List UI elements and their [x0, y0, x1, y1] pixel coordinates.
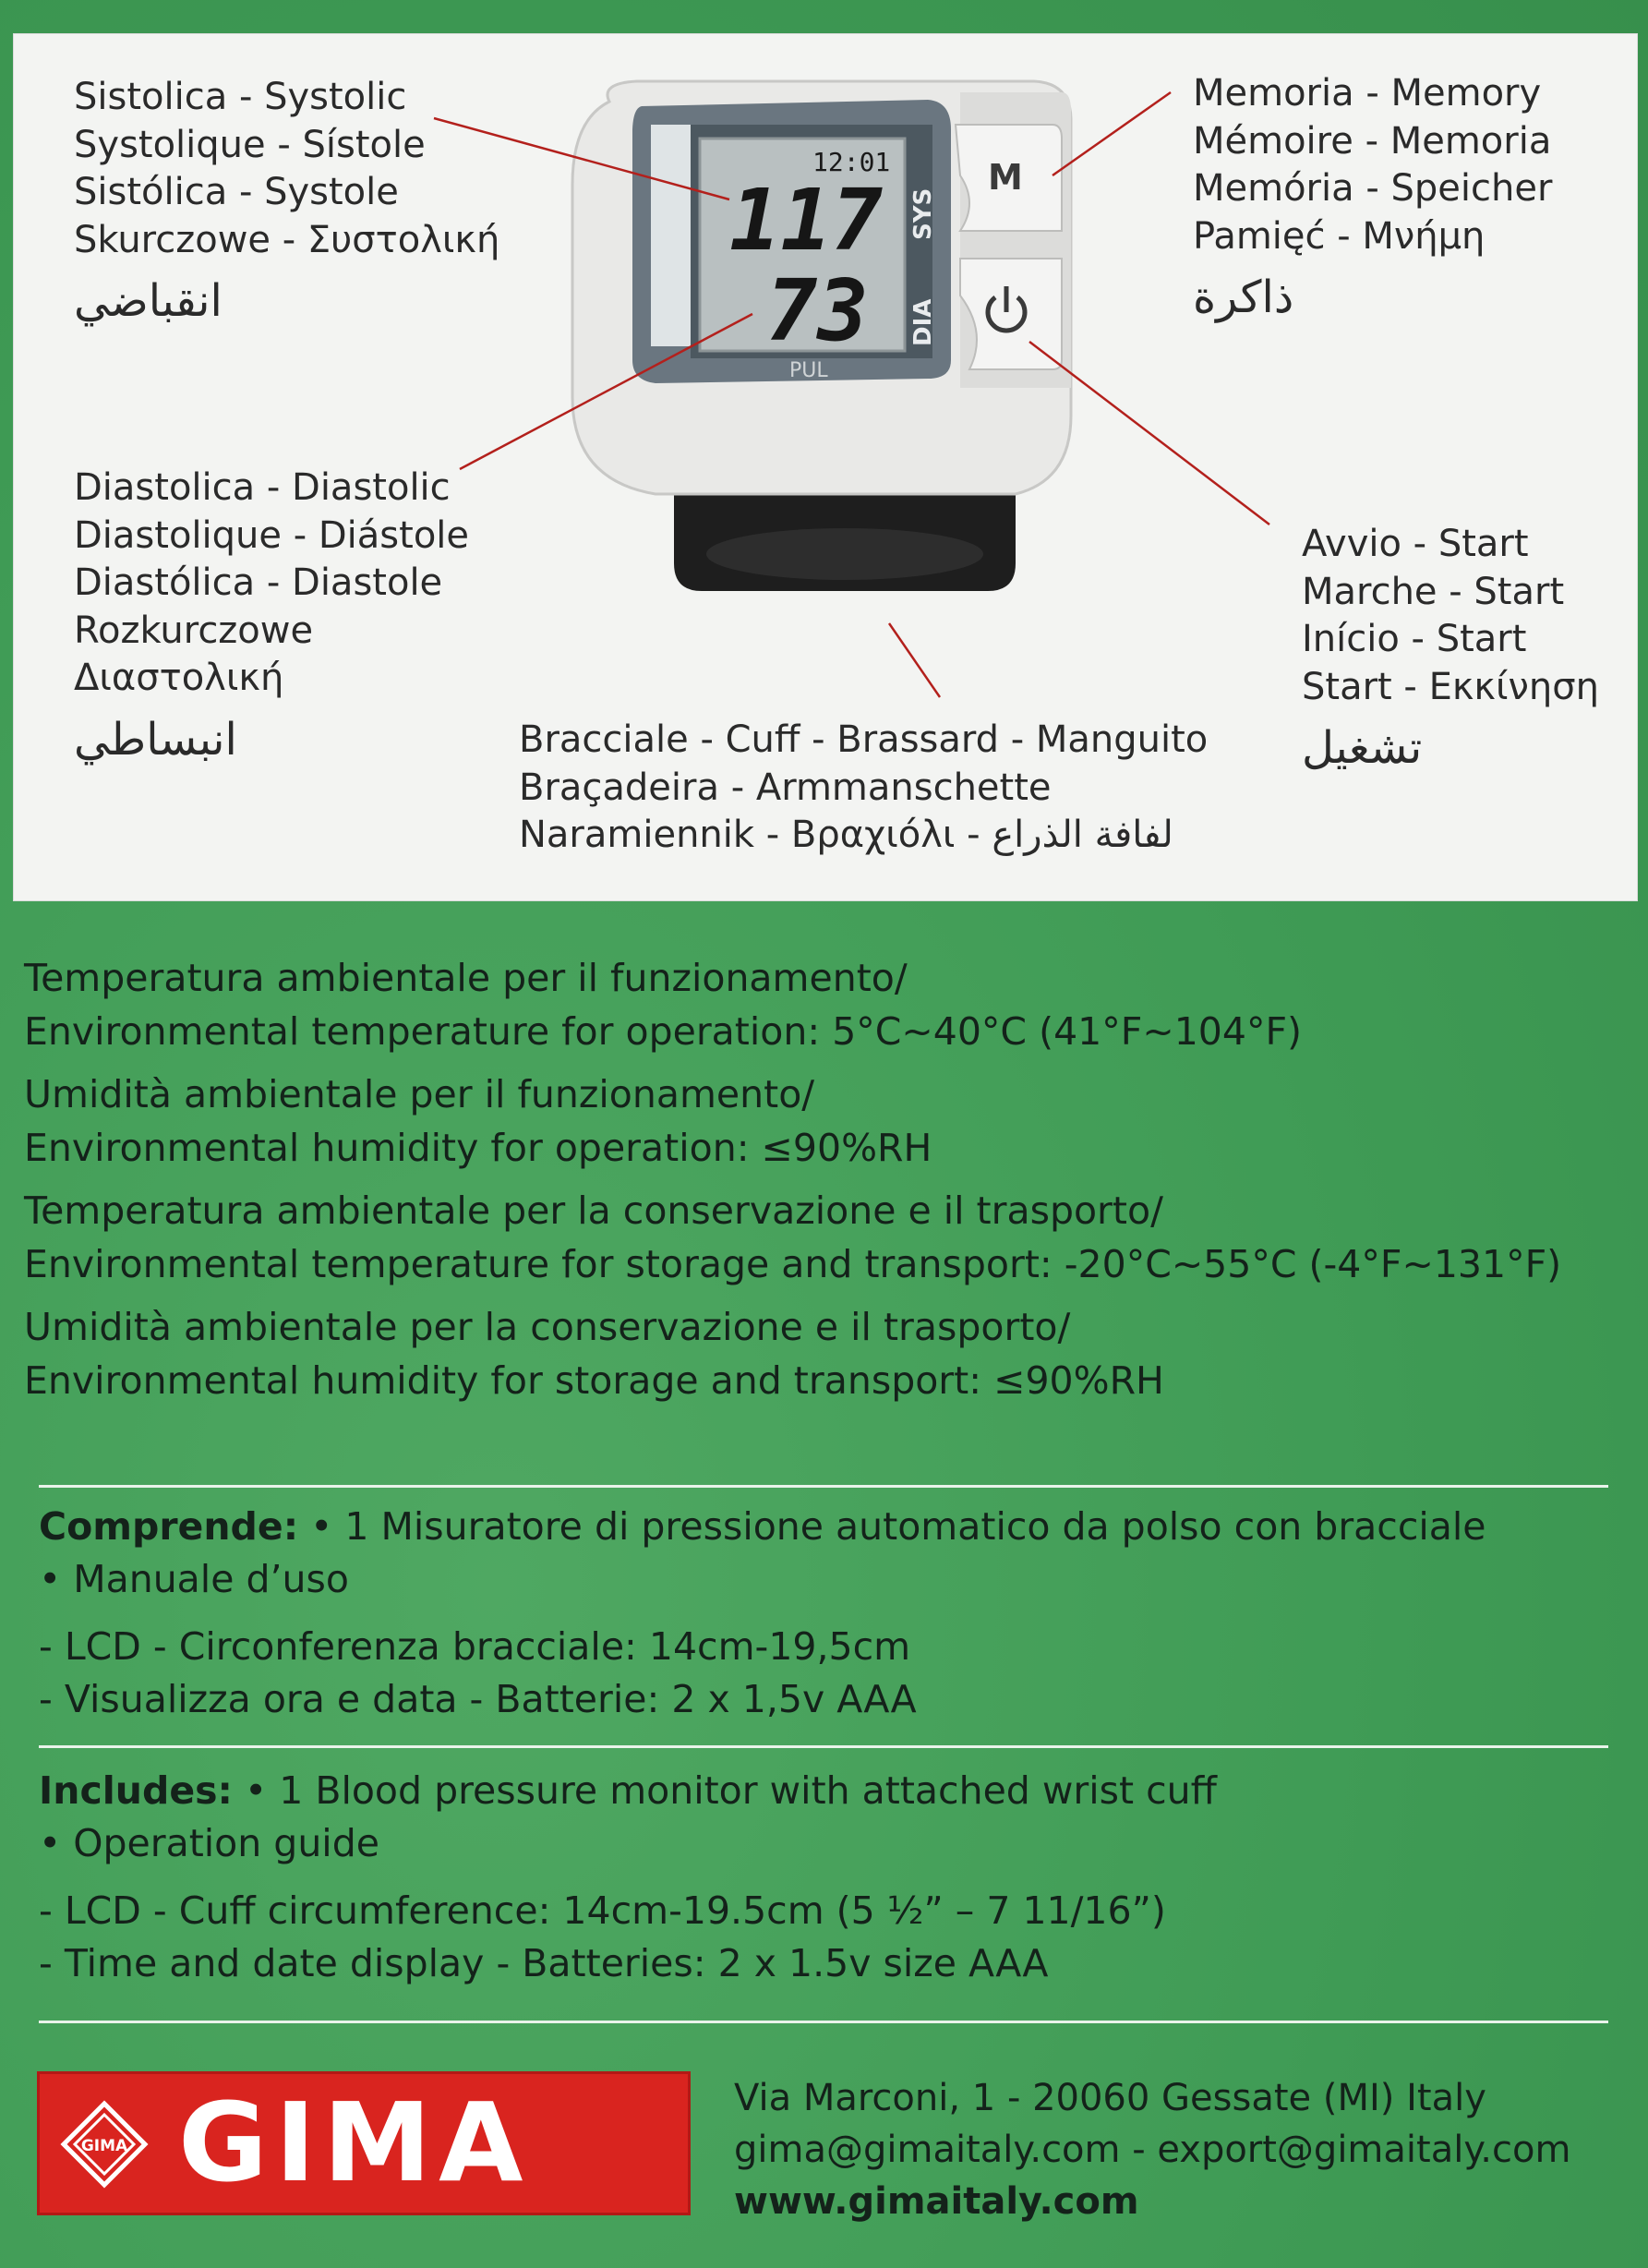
spec-line-en: Environmental humidity for storage and transport: ≤90%RH	[24, 1358, 1164, 1403]
memory-line: Memória - Speicher	[1193, 167, 1553, 210]
includes-it-item4: - Visualizza ora e data - Batterie: 2 x 1,5v AAA	[39, 1677, 917, 1721]
cuff-line: Naramiennik - Βραχιόλι - لفافة الذراع	[519, 814, 1173, 856]
lcd-systolic-value: 117	[729, 171, 884, 270]
start-line: Início - Start	[1302, 618, 1527, 660]
includes-en-item4: - Time and date display - Batteries: 2 x 1.5v size AAA	[39, 1941, 1049, 1985]
includes-it-item1: • 1 Misuratore di pressione automatico da polso con bracciale	[298, 1504, 1486, 1549]
cuff-line: Bracciale - Cuff - Brassard - Manguito	[519, 718, 1209, 761]
lcd-diastolic-value: 73	[766, 261, 869, 360]
systolic-line: Skurczowe - Συστολική	[74, 218, 500, 261]
memory-line: Memoria - Memory	[1193, 72, 1542, 115]
company-address	[734, 2072, 1570, 2227]
includes-en-heading: Includes:	[39, 1768, 233, 1813]
spec-line-it: Umidità ambientale per il funzionamento/	[24, 1072, 815, 1116]
start-arabic: تشغيل	[1302, 722, 1423, 774]
systolic-line: Systolique - Sístole	[74, 123, 426, 166]
environment-specs	[24, 951, 1640, 1417]
cuff-illustration	[674, 480, 1016, 591]
diastolic-line: Diastolique - Diástole	[74, 513, 470, 557]
spec-line-en: Environmental humidity for operation: ≤90%RH	[24, 1126, 932, 1170]
dia-label: DIA	[909, 298, 937, 346]
diastolic-line: Διαστολική	[74, 657, 284, 699]
divider	[39, 1745, 1608, 1748]
spec-line-en: Environmental temperature for operation: 5°C~40°C (41°F~104°F)	[24, 1009, 1303, 1054]
includes-it-heading: Comprende:	[39, 1504, 299, 1549]
includes-en-item3: - LCD - Cuff circumference: 14cm-19.5cm (5 ½” – 7 11/16”)	[39, 1888, 1166, 1933]
spec-line-en: Environmental temperature for storage and transport: -20°C~55°C (-4°F~131°F)	[24, 1242, 1562, 1286]
diastolic-line: Diastólica - Diastole	[74, 561, 443, 604]
address-street: Via Marconi, 1 - 20060 Gessate (MI) Italy	[734, 2077, 1486, 2119]
lcd-time: 12:01	[812, 147, 891, 177]
memory-button[interactable]	[956, 125, 1062, 231]
includes-it-item2: • Manuale d’uso	[39, 1557, 349, 1601]
spec-line-it: Temperatura ambientale per la conservazione e il trasporto/	[24, 1188, 1163, 1233]
pul-label: PUL	[789, 359, 828, 382]
memory-line: Mémoire - Memoria	[1193, 119, 1552, 163]
includes-it-line1	[39, 1501, 1636, 1553]
spec-operating-temp	[24, 951, 1640, 1058]
includes-italian	[39, 1501, 1636, 1726]
diastolic-label	[74, 464, 469, 777]
systolic-line: Sistolica - Systolic	[74, 76, 407, 118]
spec-operating-humidity	[24, 1068, 1640, 1175]
power-button[interactable]	[960, 259, 1062, 369]
includes-en-item1: • 1 Blood pressure monitor with attached wrist cuff	[232, 1768, 1217, 1813]
divider	[39, 1485, 1608, 1488]
includes-en-item2: • Operation guide	[39, 1821, 379, 1865]
cuff-line: Braçadeira - Armmanschette	[519, 766, 1052, 809]
start-line: Avvio - Start	[1302, 523, 1529, 565]
systolic-line: Sistólica - Systole	[74, 171, 399, 213]
systolic-arabic: انقباضي	[74, 275, 223, 327]
includes-en-line1	[39, 1765, 1636, 1817]
systolic-label	[74, 74, 499, 338]
start-label	[1302, 521, 1599, 785]
cuff-label	[519, 717, 1208, 860]
lcd-screen	[700, 139, 905, 360]
gima-wordmark: GIMA	[178, 2079, 531, 2206]
memory-label	[1193, 70, 1552, 334]
gima-emblem-icon	[60, 2100, 149, 2189]
address-website[interactable]: www.gimaitaly.com	[734, 2180, 1139, 2223]
includes-english	[39, 1765, 1636, 1990]
gima-logo	[37, 2071, 691, 2215]
start-line: Marche - Start	[1302, 570, 1565, 613]
includes-it-item3: - LCD - Circonferenza bracciale: 14cm-19,5cm	[39, 1624, 911, 1669]
spec-line-it: Umidità ambientale per la conservazione e il trasporto/	[24, 1305, 1071, 1349]
memory-button-label: M	[988, 157, 1023, 198]
diastolic-line: Rozkurczowe	[74, 609, 314, 652]
start-line: Start - Εκκίνηση	[1302, 665, 1599, 708]
spec-storage-temp	[24, 1184, 1640, 1291]
address-emails[interactable]: gima@gimaitaly.com - export@gimaitaly.com	[734, 2129, 1571, 2171]
diastolic-arabic: انبساطي	[74, 713, 237, 766]
memory-arabic: ذاكرة	[1193, 271, 1294, 323]
diastolic-line: Diastolica - Diastolic	[74, 466, 451, 509]
sys-label: SYS	[909, 187, 937, 240]
divider	[39, 2021, 1608, 2023]
spec-line-it: Temperatura ambientale per il funzionamento/	[24, 956, 908, 1000]
spec-storage-humidity	[24, 1300, 1640, 1407]
memory-line: Pamięć - Μνήμη	[1193, 214, 1486, 258]
gima-emblem-text: GIMA	[80, 2137, 128, 2155]
